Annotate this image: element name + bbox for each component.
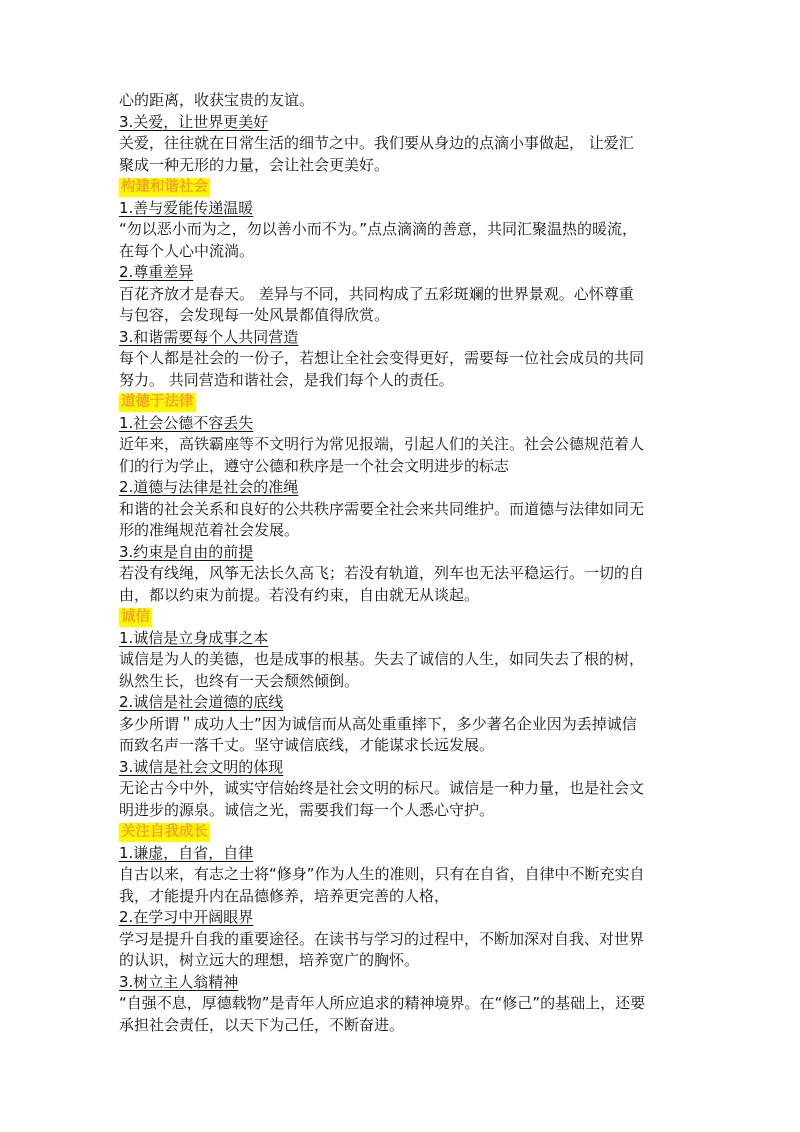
subsection-title: 3.诚信是社会文明的体现 <box>119 757 284 776</box>
paragraph-line: 诚信是为人的美德，也是成事的根基。失去了诚信的人生，如同失去了根的树， <box>119 650 645 668</box>
paragraph-line: 近年来，高铁霸座等不文明行为常见报端，引起人们的关注。社会公德规范着人 <box>119 435 645 453</box>
paragraph-line: 与包容，会发现每一处风景都值得欣赏。 <box>119 306 390 324</box>
paragraph-line: 无论古今中外，诚实守信始终是社会文明的标尺。诚信是一种力量，也是社会文 <box>119 779 645 797</box>
paragraph-line: “自强不息，厚德载物”是青年人所应追求的精神境界。在“修己”的基础上，还要 <box>119 994 646 1012</box>
paragraph-line: 形的准绳规范着社会发展。 <box>119 521 300 539</box>
paragraph-line: 关爱，往往就在日常生活的细节之中。我们要从身边的点滴小事做起， 让爱汇 <box>119 134 634 152</box>
subsection-title: 1.社会公德不容丢失 <box>119 413 254 432</box>
paragraph-line: 们的行为学止，遵守公德和秩序是一个社会文明进步的标志 <box>119 456 510 475</box>
section-heading-highlighted: 诚信 <box>121 609 150 625</box>
section-heading-highlighted: 关注自我成长 <box>121 824 208 840</box>
subsection-title: 2.诚信是社会道德的底线 <box>119 693 284 711</box>
paragraph-line: 我，才能提升内在品德修养，培养更完善的人格， <box>119 886 450 905</box>
section-heading-highlighted: 道德于法律 <box>121 394 194 410</box>
subsection-title: 3.和谐需要每个人共同营造 <box>119 327 299 346</box>
paragraph-line: 心的距离，收获宝贵的友谊。 <box>119 91 315 109</box>
subsection-title: 2.在学习中开阔眼界 <box>119 908 254 926</box>
paragraph-line: 聚成一种无形的力量，会让社会更美好。 <box>119 155 390 174</box>
subsection-title: 2.道德与法律是社会的准绳 <box>119 478 299 496</box>
document-page <box>119 90 689 1036</box>
paragraph-line: 学习是提升自我的重要途径。在读书与学习的过程中，不断加深对自我、对世界 <box>119 929 645 948</box>
paragraph-line: 在每个人心中流淌。 <box>119 241 255 260</box>
paragraph-line: “勿以恶小而为之，勿以善小而不为。”点点滴滴的善意，共同汇聚温热的暖流， <box>119 220 638 238</box>
paragraph-line: 的认识，树立远大的理想，培养宽广的胸怀。 <box>119 951 420 969</box>
paragraph-line: 多少所谓＂成功人士”因为诚信而从高处重重摔下，多少著名企业因为丢掉诚信 <box>119 714 637 733</box>
section-heading-highlighted: 构建和谐社会 <box>121 179 208 195</box>
paragraph-line: 自古以来，有志之士将“修身”作为人生的准则，只有在自省，自律中不断充实自 <box>119 865 645 883</box>
subsection-title: 1.谦虚，自省，自律 <box>119 843 254 862</box>
paragraph-line: 明进步的源泉。诚信之光，需要我们每一个人悉心守护。 <box>119 800 495 819</box>
paragraph-line: 努力。 共同营造和谐社会，是我们每个人的责任。 <box>119 370 454 389</box>
subsection-title: 3.约束是自由的前提 <box>119 542 254 561</box>
paragraph-line: 承担社会责任，以天下为己任，不断奋进。 <box>119 1015 405 1034</box>
paragraph-line: 百花齐放才是春天。 差异与不同，共同构成了五彩斑斓的世界景观。心怀尊重 <box>119 284 634 303</box>
subsection-title: 3.树立主人翁精神 <box>119 972 239 991</box>
subsection-title: 1.诚信是立身成事之本 <box>119 628 269 647</box>
paragraph-line: 纵然生长，也终有一天会颓然倾倒。 <box>119 671 360 690</box>
subsection-title: 2.尊重差异 <box>119 263 194 281</box>
paragraph-line: 而致名声一落千丈。坚守诚信底线，才能谋求长远发展。 <box>119 736 495 754</box>
subsection-title: 1.善与爱能传递温暖 <box>119 198 254 217</box>
paragraph-line: 和谐的社会关系和良好的公共秩序需要全社会来共同维护。而道德与法律如同无 <box>119 499 645 518</box>
paragraph-line: 若没有线绳，风筝无法长久高飞；若没有轨道，列车也无法平稳运行。一切的自 <box>119 564 645 582</box>
paragraph-line: 每个人都是社会的一份子，若想让全社会变得更好，需要每一位社会成员的共同 <box>119 349 645 367</box>
paragraph-line: 由，都以约束为前提。若没有约束，自由就无从谈起。 <box>119 585 480 604</box>
subsection-title: 3.关爱，让世界更美好 <box>119 112 269 131</box>
